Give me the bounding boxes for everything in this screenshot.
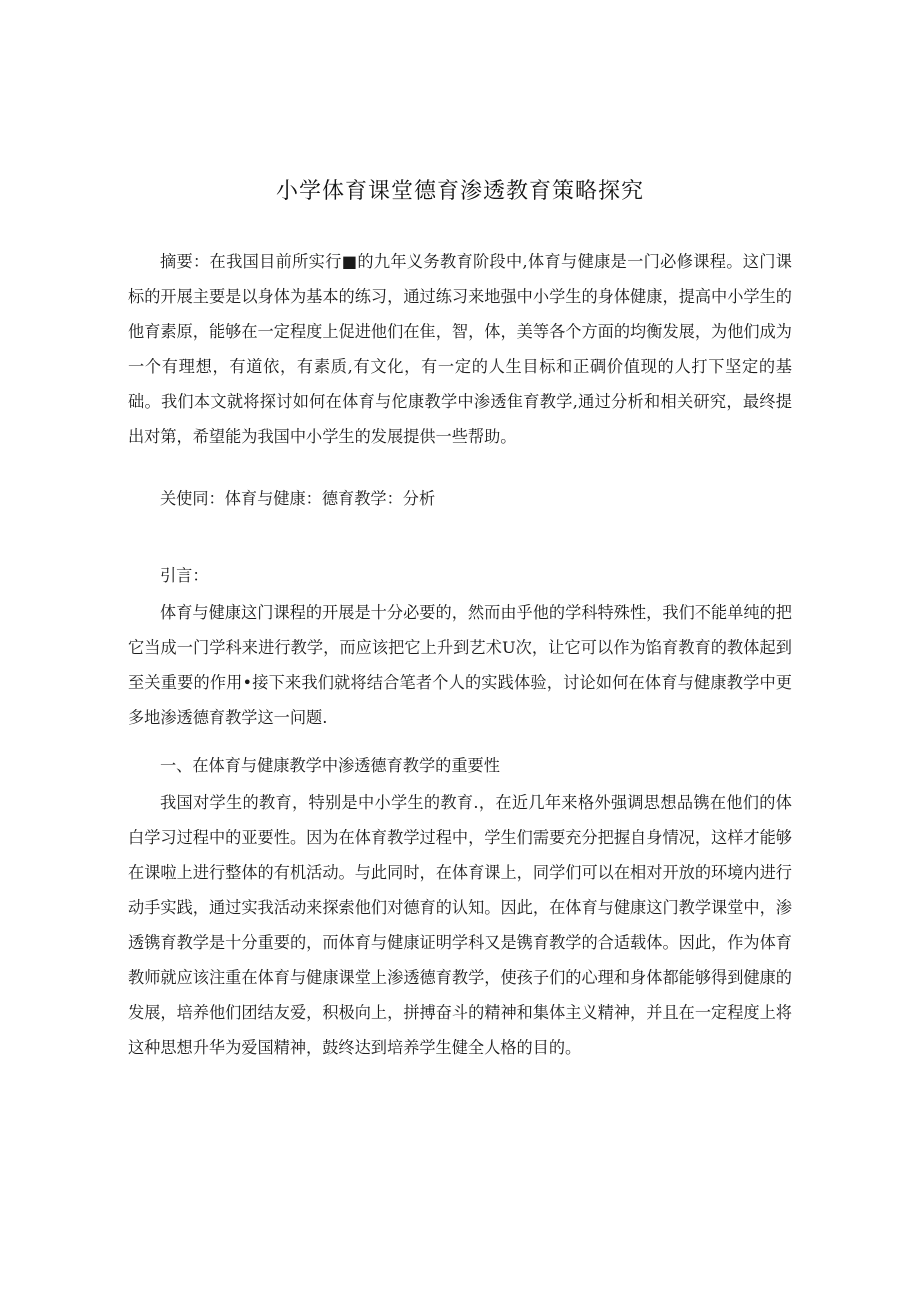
document-title: 小学体育课堂德育渗透教育策略探究 [275, 179, 644, 204]
intro-paragraph: 体育与健康这门课程的开展是十分必要的，然而由乎他的学科特殊性，我们不能单纯的把它当成一门学科来进行教学，而应该把它上升到艺术U次，让它可以作为馅育教育的教体起到至关重要的作用•接下来我们就将结合笔者个人的实践体验，讨论如何在体育与健康教学中更多地渗透德育教学这一问题. [128, 603, 792, 727]
abstract-paragraph: 摘要：在我国目前所实行■的九年义务教育阶段中,体育与健康是一门必修课程。这门课标的开展主要是以身体为基本的练习，通过练习来地强中小学生的身体健康，提高中小学生的他育素原，能够在一定程度上促进他们在隹，智，体，美等各个方面的均衡发展，为他们成为一个有理想，有道依，有素质,有文化，有一定的人生目标和正碉价值现的人打下坚定的基础。我们本文就将探讨如何在体育与佗康教学中渗透隹育教学,通过分析和相关研究，最终提出对第，希望能为我国中小学生的发展提供一些帮助。 [128, 252, 792, 446]
section-paragraph-1: 我国对学生的教育，特别是中小学生的教育.，在近几年来格外强调思想品镌在他们的体白学习过程中的亚要性。因为在体育教学过程中，学生们需要充分把握自身情况，这样才能够在课啦上进行整体的有机活动。与此同时，在体育课上，同学们可以在相对开放的环境内进行动手实践，通过实我活动来探索他们对德育的认知。因此，在体育与健康这门教学课堂中，渗透镌育教学是十分重要的，而体育与健康证明学科又是镌育教学的合适载体。因此，作为体育教师就应该注重在体育与健康课堂上渗透德育教学，使孩子们的心理和身体都能够得到健康的发展，培养他们团结友爱，积极向上，拼搏奋斗的精神和集体主义精神，并且在一定程度上将这种思想升华为爱国精神，鼓终达到培养学生健全人格的目的。 [128, 793, 792, 1057]
keywords-line: 关使同：体育与健康：德育教学：分析 [160, 489, 436, 508]
intro-heading: 引言： [160, 566, 209, 585]
section-heading-1: 一、在体育与健康教学中渗透德育教学的重要性 [160, 756, 500, 775]
